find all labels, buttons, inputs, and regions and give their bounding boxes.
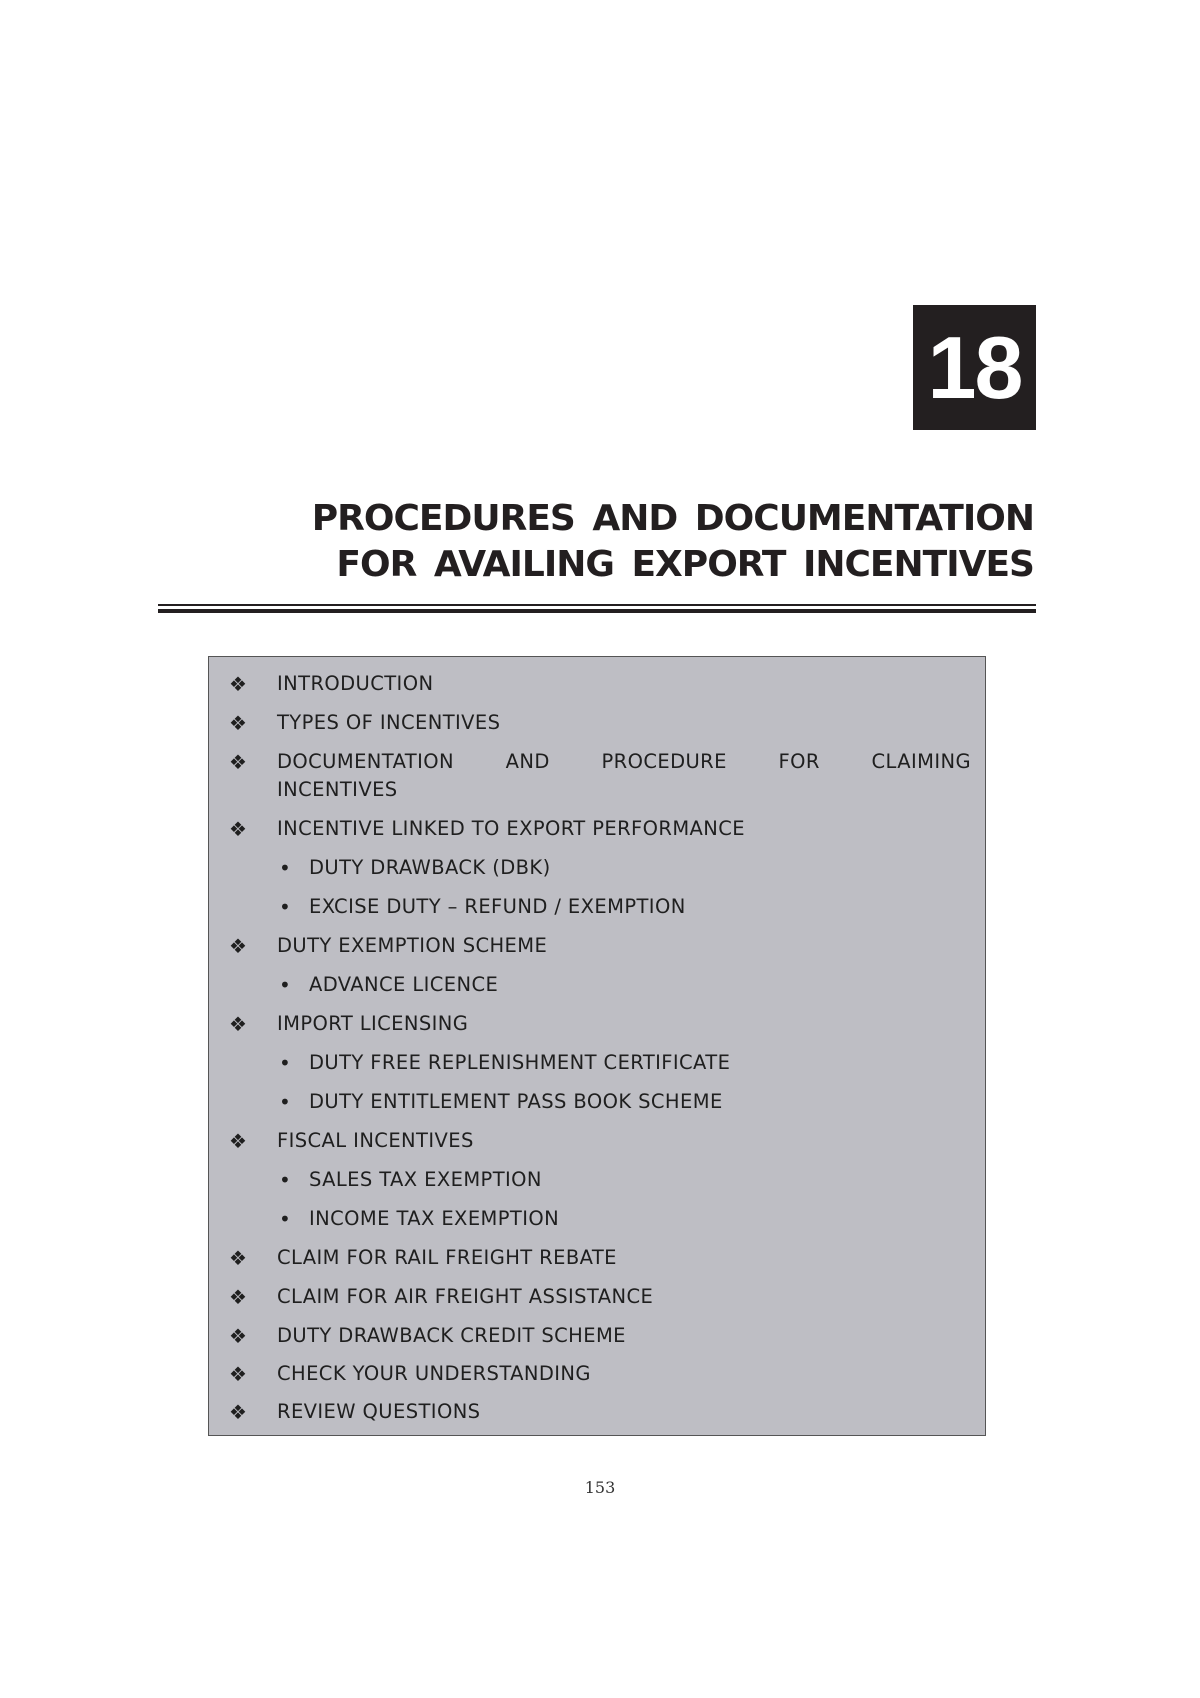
contents-subitem-label: DUTY DRAWBACK (DBK) [309,856,551,879]
dot-bullet-icon: • [279,1051,292,1075]
contents-item-label-continuation: INCENTIVES [277,778,398,801]
contents-item-label: INCENTIVE LINKED TO EXPORT PERFORMANCE [277,817,746,840]
chapter-number-box [913,305,1036,430]
contents-item-label: DUTY DRAWBACK CREDIT SCHEME [277,1324,626,1347]
diamond-bullet-icon: ❖ [229,1362,248,1386]
contents-item-label: INTRODUCTION [277,672,434,695]
diamond-bullet-icon: ❖ [229,1129,248,1153]
dot-bullet-icon: • [279,895,292,919]
diamond-bullet-icon: ❖ [229,1012,248,1036]
contents-subitem-label: SALES TAX EXEMPTION [309,1168,542,1191]
diamond-bullet-icon: ❖ [229,1285,248,1309]
contents-item-label: IMPORT LICENSING [277,1012,469,1035]
diamond-bullet-icon: ❖ [229,711,248,735]
chapter-number: 18 [927,318,1022,417]
contents-subitem-label: ADVANCE LICENCE [309,973,499,996]
contents-subitem-label: INCOME TAX EXEMPTION [309,1207,560,1230]
contents-subitem-label: DUTY ENTITLEMENT PASS BOOK SCHEME [309,1090,723,1113]
diamond-bullet-icon: ❖ [229,1324,248,1348]
contents-item-label: FISCAL INCENTIVES [277,1129,474,1152]
diamond-bullet-icon: ❖ [229,1400,248,1424]
contents-item-label: TYPES OF INCENTIVES [277,711,501,734]
diamond-bullet-icon: ❖ [229,1246,248,1270]
dot-bullet-icon: • [279,1207,292,1231]
dot-bullet-icon: • [279,973,292,997]
contents-item-label: CLAIM FOR AIR FREIGHT ASSISTANCE [277,1285,654,1308]
chapter-title [274,496,1034,588]
chapter-title-line-2: FOR AVAILING EXPORT INCENTIVES [336,544,1034,585]
dot-bullet-icon: • [279,1090,292,1114]
page-number: 153 [584,1478,616,1497]
chapter-title-line-1: PROCEDURES AND DOCUMENTATION [311,498,1034,539]
diamond-bullet-icon: ❖ [229,817,248,841]
title-rule-thick [158,609,1036,613]
diamond-bullet-icon: ❖ [229,750,248,774]
contents-item-label: CLAIM FOR RAIL FREIGHT REBATE [277,1246,617,1269]
contents-subitem-label: DUTY FREE REPLENISHMENT CERTIFICATE [309,1051,731,1074]
contents-item-label: CHECK YOUR UNDERSTANDING [277,1362,591,1385]
contents-subitem-label: EXCISE DUTY – REFUND / EXEMPTION [309,895,686,918]
dot-bullet-icon: • [279,1168,292,1192]
diamond-bullet-icon: ❖ [229,934,248,958]
contents-item-label: DUTY EXEMPTION SCHEME [277,934,548,957]
title-rule-thin [158,604,1036,606]
dot-bullet-icon: • [279,856,292,880]
contents-item-label: DOCUMENTATION AND PROCEDURE FOR CLAIMING [277,750,971,773]
chapter-contents-box [208,656,986,1436]
contents-item-label: REVIEW QUESTIONS [277,1400,481,1423]
diamond-bullet-icon: ❖ [229,672,248,696]
